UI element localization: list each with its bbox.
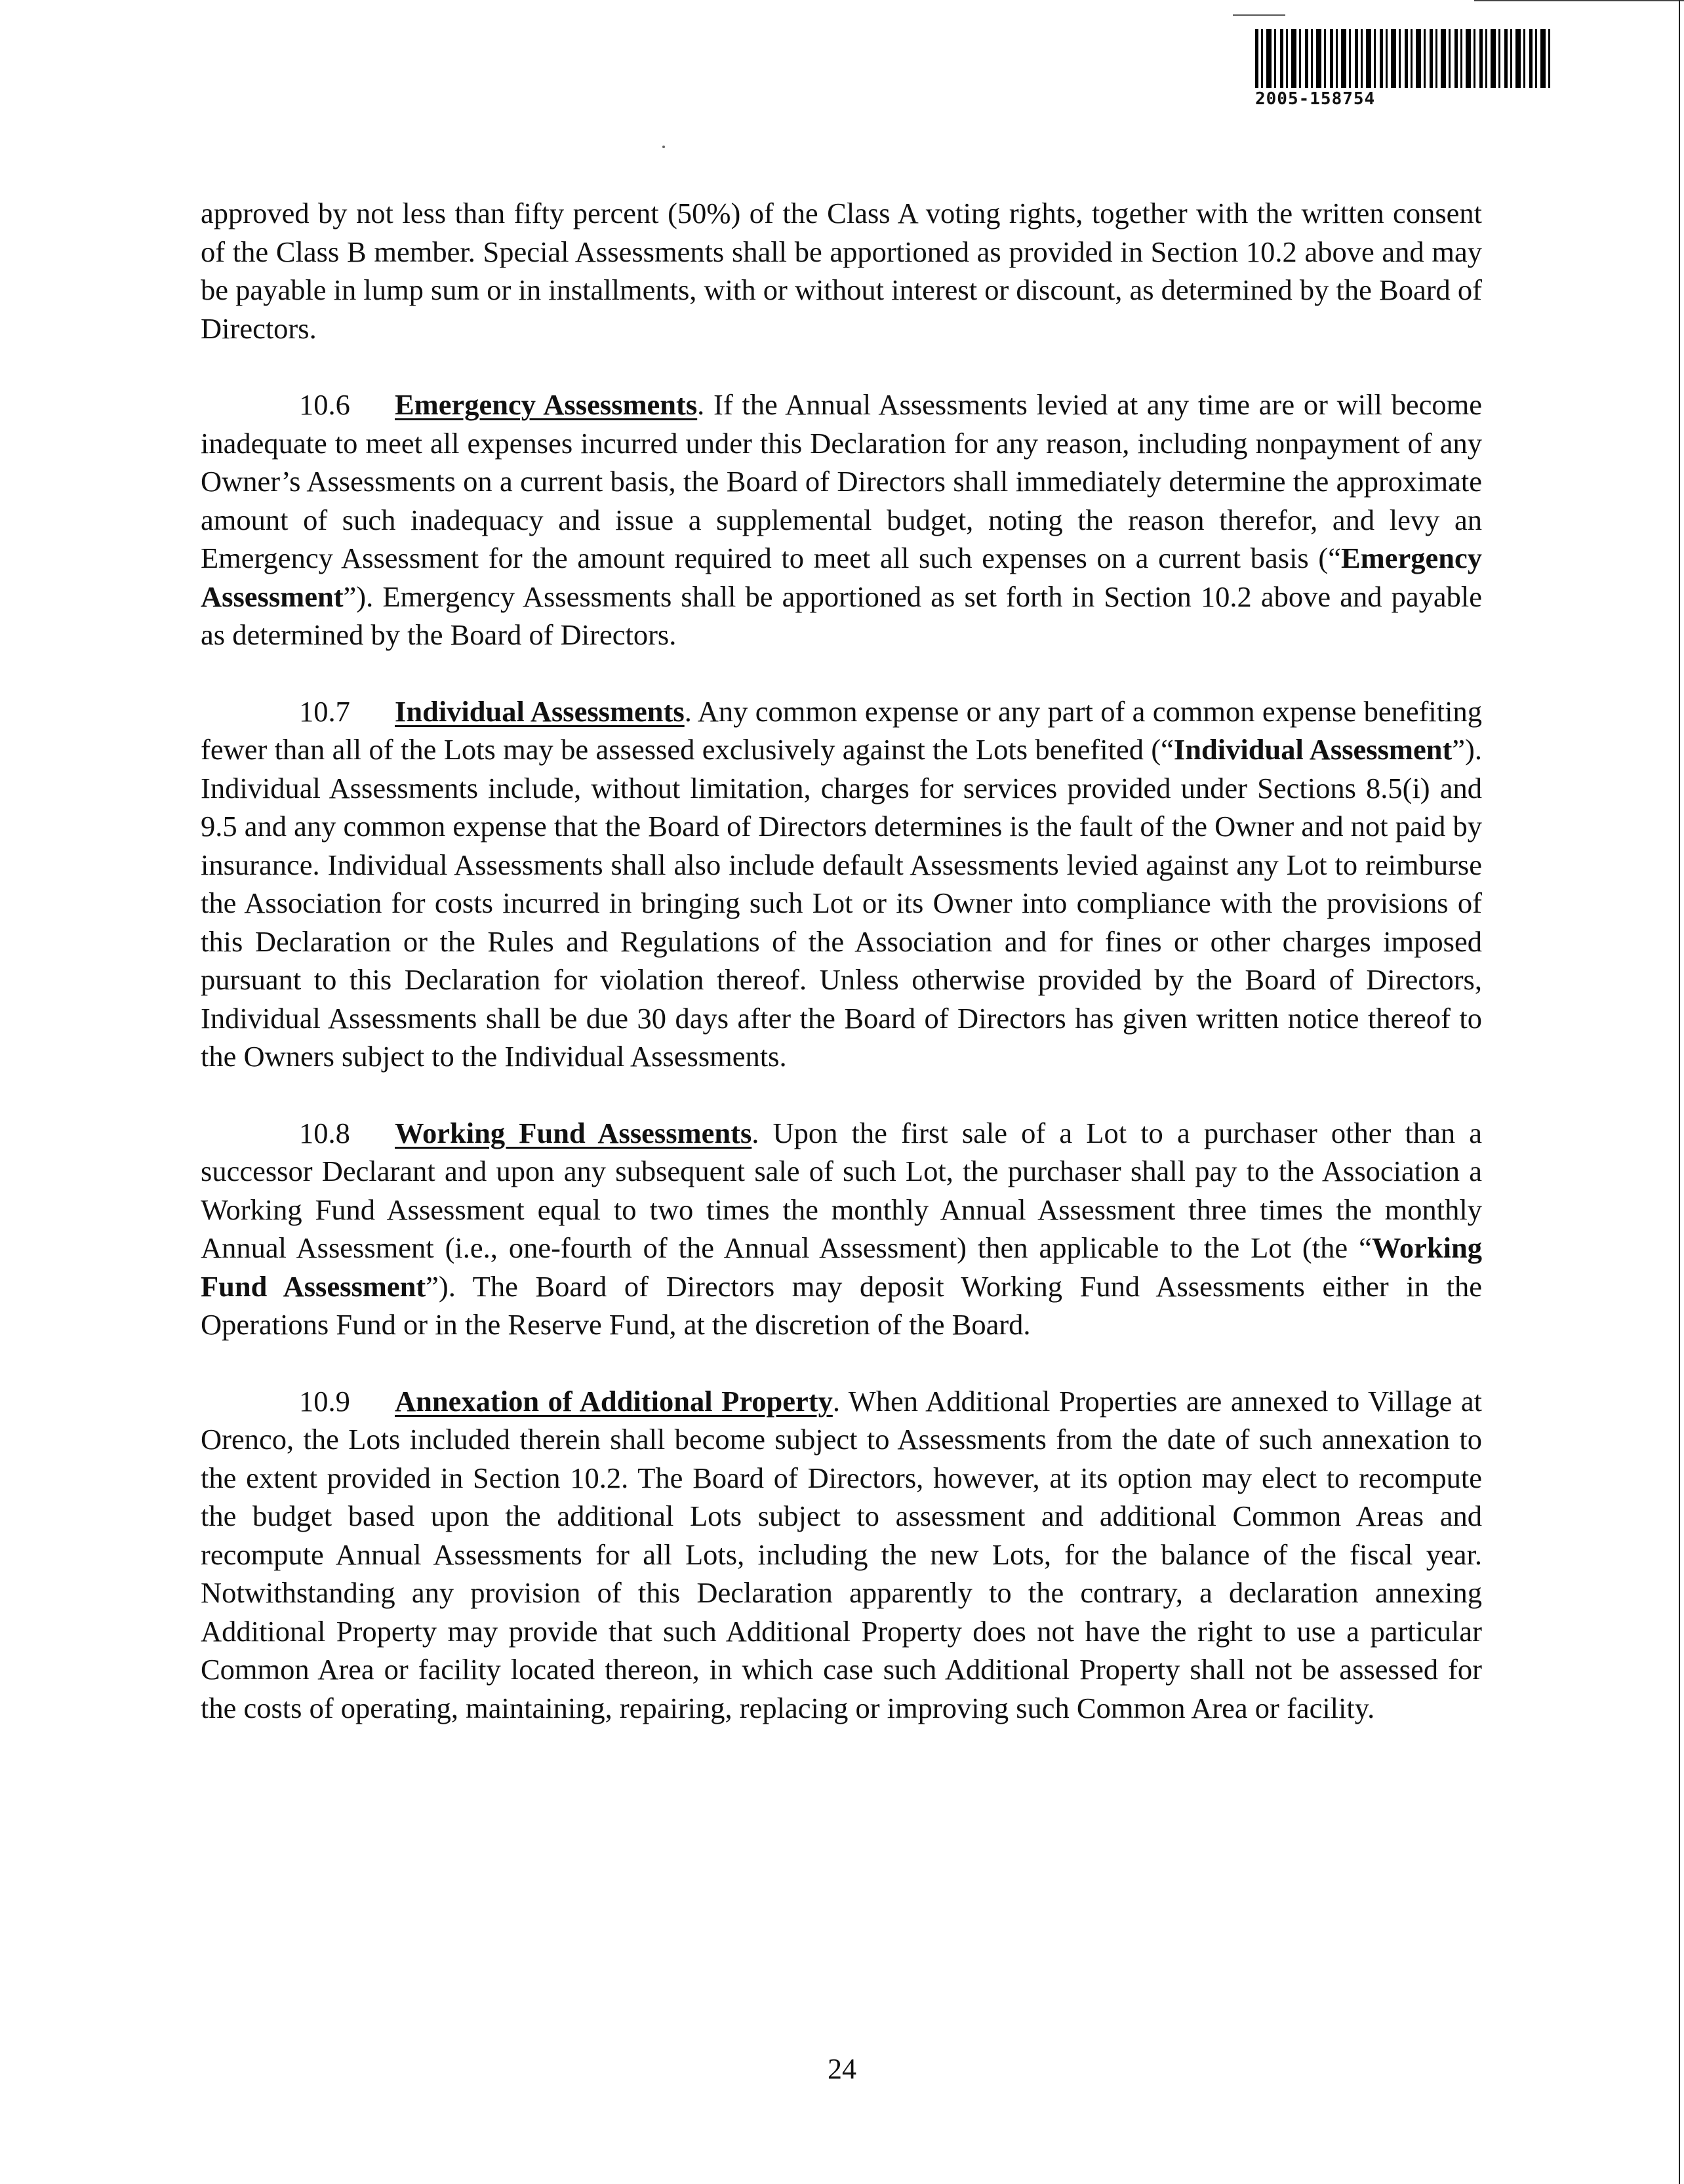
barcode-number: 2005-158754 <box>1255 89 1376 109</box>
section-text: . Upon the first sale of a Lot to a purchaser other than a successor Declarant and upon any subsequent sale of such Lot, the purchaser shall pay to the Association a Working Fund Assessment equal to two times the monthly Annual Assessment three times the monthly Annual Assessment (i.e., one-fourth of the Annual Assessment) then applicable to the Lot (the “ <box>201 1116 1482 1264</box>
section-10-7 <box>201 692 1482 1076</box>
section-number: 10.6 <box>299 388 350 421</box>
section-text: . If the Annual Assessments levied at any time are or will become inadequate to meet all expenses incurred under this Declaration for any reason, including nonpayment of any Owner’s Assessments on a current basis, the Board of Directors shall immediately determine the approximate amount of such inadequacy and issue a supplemental budget, noting the reason therefor, and levy an Emergency Assessment for the amount required to meet all such expenses on a current basis (“ <box>201 388 1483 574</box>
defined-term: Emergency Assessment <box>201 542 1482 613</box>
section-title: Emergency Assessments <box>395 388 698 421</box>
section-text: . When Additional Properties are annexed to Village at Orenco, the Lots included therein shall become subject to Assessments from the date of such annexation to the extent provided in Section 10.2. The Board of Directors, however, at its option may elect to recompute the budget based upon the additional Lots subject to assessment and additional Common Areas and recompute Annual Assessments for all Lots, including the new Lots, for the balance of the fiscal year. Notwithstanding any provision of this Declaration apparently to the contrary, a declaration annexing Additional Property may provide that such Additional Property does not have the right to use a particular Common Area or facility located thereon, in which case such Additional Property shall not be assessed for the costs of operating, maintaining, repairing, replacing or improving such Common Area or facility. <box>201 1384 1482 1724</box>
section-10-8 <box>201 1114 1482 1344</box>
section-number: 10.8 <box>299 1116 350 1149</box>
page-edge-top <box>1474 0 1684 1</box>
defined-term: Working Fund Assessment <box>201 1231 1482 1303</box>
section-text: ”). Individual Assessments include, without limitation, charges for services provided under Sections 8.5(i) and 9.5 and any common expense that the Board of Directors determines is the fault of the Owner and not paid by insurance. Individual Assessments shall also include default Assessments levied against any Lot to reimburse the Association for costs incurred in bringing such Lot or its Owner into compliance with the provisions of this Declaration or the Rules and Regulations of the Association and for fines or other charges imposed pursuant to this Declaration for violation thereof. Unless otherwise provided by the Board of Directors, Individual Assessments shall be due 30 days after the Board of Directors has given written notice thereof to the Owners subject to the Individual Assessments. <box>201 733 1482 1073</box>
scan-speck <box>662 146 665 148</box>
paragraph-intro-text: approved by not less than fifty percent (50%) of the Class A voting rights, together with the written consent of the Class B member. Special Assessments shall be apportioned as provided in Section 10.2 above and may be payable in lump sum or in installments, with or without interest or discount, as determined by the Board of Directors. <box>201 197 1482 345</box>
section-10-6 <box>201 386 1482 654</box>
section-title: Annexation of Additional Property <box>395 1384 833 1418</box>
section-number: 10.9 <box>299 1384 350 1418</box>
section-title: Working Fund Assessments <box>395 1116 752 1149</box>
section-text: ”). Emergency Assessments shall be apportioned as set forth in Section 10.2 above and payable as determined by the Board of Directors. <box>201 580 1482 651</box>
section-text: ”). The Board of Directors may deposit Working Fund Assessments either in the Operations Fund or in the Reserve Fund, at the discretion of the Board. <box>201 1269 1482 1341</box>
barcode <box>1255 29 1552 88</box>
paragraph-intro <box>201 194 1482 347</box>
document-body <box>201 194 1482 1765</box>
page-number: 24 <box>828 2053 856 2085</box>
section-number: 10.7 <box>299 694 350 728</box>
section-title: Individual Assessments <box>395 694 685 728</box>
section-10-9 <box>201 1382 1482 1728</box>
defined-term: Individual Assessment <box>1173 733 1453 766</box>
section-text: . Any common expense or any part of a common expense benefiting fewer than all of the Lots may be assessed exclusively against the Lots benefited (“ <box>201 694 1482 766</box>
page-edge-right <box>1679 0 1680 2184</box>
scan-mark <box>1233 14 1285 16</box>
